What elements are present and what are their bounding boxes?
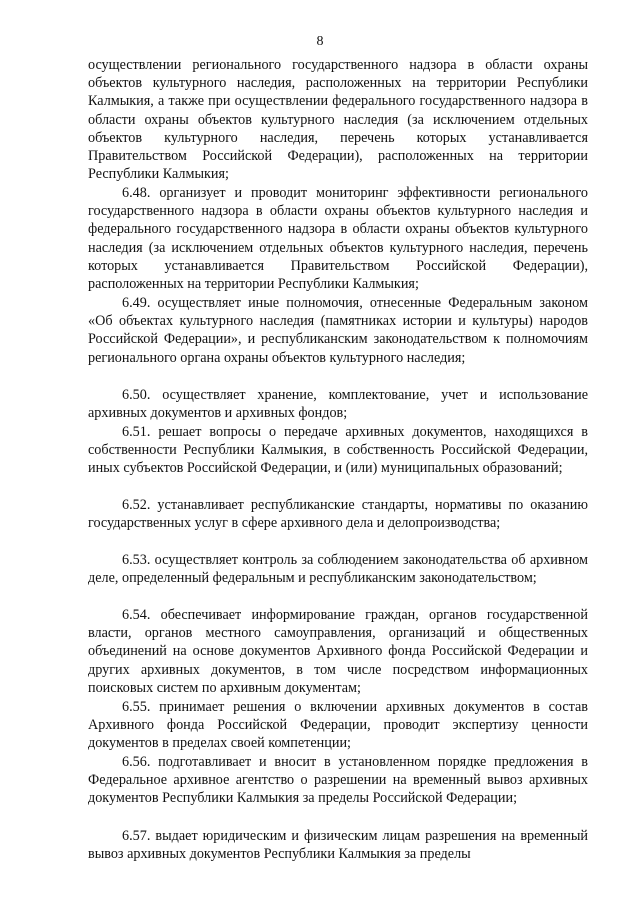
paragraph-6-49: 6.49. осуществляет иные полномочия, отнесенные Федеральным законом «Об объектах культурного наследия (памятниках истории и культуры) народов Российской Федерации», и республиканским законодательством к полномочиям регионального органа охраны объектов культурного наследия;: [88, 295, 588, 366]
paragraph-6-50: 6.50. осуществляет хранение, комплектование, учет и использование архивных документов и архивных фондов;: [88, 387, 588, 422]
page-number: 8: [316, 34, 324, 49]
paragraph-6-51: 6.51. решает вопросы о передаче архивных документов, находящихся в собственности Республики Калмыкия, в собственность Российской Федерации, иных субъектов Российской Федерации, и (или) муниципальных образований;: [88, 424, 588, 477]
paragraph-6-53: 6.53. осуществляет контроль за соблюдением законодательства об архивном деле, определенный федеральным и республиканским законодательством;: [88, 552, 588, 587]
paragraph-6-57: 6.57. выдает юридическим и физическим лицам разрешения на временный вывоз архивных документов Республики Калмыкия за пределы: [88, 828, 588, 863]
paragraph-continuation: осуществлении регионального государственного надзора в области охраны объектов культурного наследия, расположенных на территории Республики Калмыкия, а также при осуществлении федерального государственного надзора в области охраны объектов культурного наследия (за исключением отдельных объектов культурного наследия, перечень которых устанавливается Правительством Российской Федерации), расположенных на территории Республики Калмыкия;: [88, 57, 588, 183]
paragraph-6-54: 6.54. обеспечивает информирование граждан, органов государственной власти, органов местного самоуправления, организаций и общественных объединений на основе документов Архивного фонда Российской Федерации и других архивных документов, в том числе посредством информационных поисковых систем по архивным документам;: [88, 607, 588, 696]
paragraph-6-56: 6.56. подготавливает и вносит в установленном порядке предложения в Федеральное архивное агентство о разрешении на временный вывоз архивных документов Республики Калмыкия за пределы Российской Федерации;: [88, 754, 588, 807]
paragraph-6-55: 6.55. принимает решения о включении архивных документов в состав Архивного фонда Российской Федерации, проводит экспертизу ценности документов в пределах своей компетенции;: [88, 699, 588, 752]
paragraph-6-48: 6.48. организует и проводит мониторинг эффективности регионального государственного надзора в области охраны объектов культурного наследия и федерального государственного надзора в области охраны объектов культурного наследия (за исключением отдельных объектов культурного наследия, перечень которых устанавливается Правительством Российской Федерации), расположенных на территории Республики Калмыкия;: [88, 185, 588, 293]
paragraph-6-52: 6.52. устанавливает республиканские стандарты, нормативы по оказанию государственных услуг в сфере архивного дела и делопроизводства;: [88, 497, 588, 532]
document-body: [88, 56, 588, 864]
